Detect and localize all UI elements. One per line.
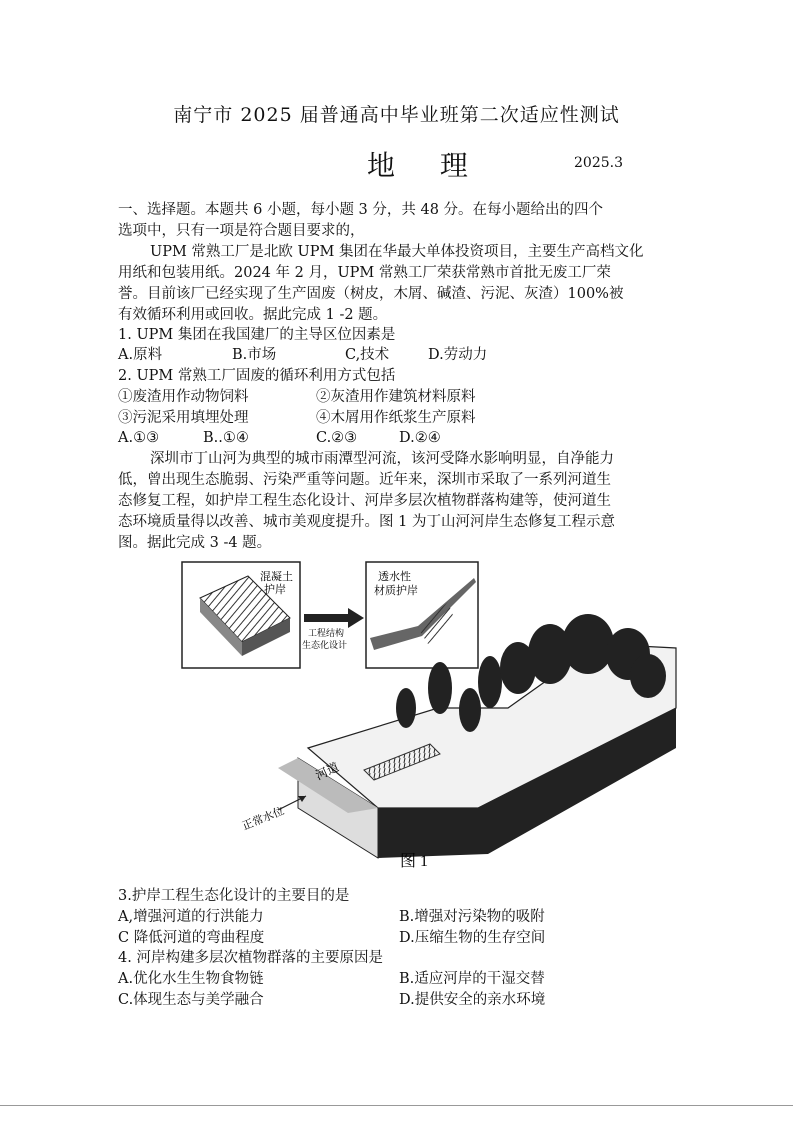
question2-statement-4: ④木屑用作纸浆生产原料 [316, 410, 476, 426]
question3-option-c: C 降低河道的弯曲程度 [118, 930, 265, 946]
question1-stem: 1. UPM 集团在我国建厂的主导区位因素是 [118, 327, 396, 343]
tree-icon [396, 688, 416, 728]
question4-option-a: A.优化水生生物食物链 [118, 971, 264, 987]
tree-icon [562, 614, 614, 674]
question3-stem: 3.护岸工程生态化设计的主要目的是 [118, 888, 350, 904]
label-normal-water-level: 正常水位 [240, 805, 286, 833]
label-permeable-2: 材质护岸 [374, 585, 418, 597]
passage2-line: 深圳市丁山河为典型的城市雨潭型河流，该河受降水影响明显，自净能力 [150, 451, 614, 467]
question2-statement-2: ②灰渣用作建筑材料原料 [316, 389, 476, 405]
passage2-line: 态修复工程，如护岸工程生态化设计、河岸多层次植物群落构建等，使河道生 [118, 493, 611, 509]
tree-icon [459, 688, 481, 732]
question3-option-d: D.压缩生物的生存空间 [399, 930, 546, 946]
riverbank-restoration-figure [178, 558, 678, 878]
subject-title: 地 理 [367, 149, 486, 182]
section-instruction-line2: 选项中，只有一项是符合题目要求的， [118, 223, 365, 239]
question1-option-c: C,技术 [345, 347, 390, 363]
passage2-line: 低，曾出现生态脆弱、污染严重等问题。近年来，深圳市采取了一系列河道生 [118, 472, 611, 488]
passage1-line: 用纸和包装用纸。2024 年 2 月，UPM 常熟工厂荣获常熟市首批无废工厂荣 [118, 265, 611, 281]
passage2-line: 图。据此完成 3 -4 题。 [118, 535, 272, 551]
label-permeable-1: 透水性 [378, 571, 411, 583]
question2-option-d: D.②④ [399, 430, 441, 446]
passage1-line: 有效循环利用或回收。据此完成 1 -2 题。 [118, 307, 388, 323]
question2-statement-1: ①废渣用作动物饲料 [118, 389, 249, 405]
tree-icon [630, 654, 666, 698]
label-channel: 河道 [313, 759, 342, 783]
exam-date: 2025.3 [574, 155, 623, 171]
exam-title: 南宁市 2025 届普通高中毕业班第二次适应性测试 [173, 104, 620, 126]
label-concrete-2: 护岸 [264, 584, 286, 596]
question2-option-b: B..①④ [203, 430, 249, 446]
question2-option-a: A.①③ [118, 430, 160, 446]
question1-option-d: D.劳动力 [428, 347, 488, 363]
question4-option-c: C.体现生态与美学融合 [118, 992, 264, 1008]
question3-option-b: B.增强对污染物的吸附 [399, 909, 545, 925]
question1-option-b: B.市场 [232, 347, 277, 363]
section-instruction-line1: 一、选择题。本题共 6 小题，每小题 3 分，共 48 分。在每小题给出的四个 [118, 202, 604, 218]
question2-statement-3: ③污泥采用填埋处理 [118, 410, 249, 426]
label-concrete-1: 混凝土 [260, 571, 293, 583]
question4-option-d: D.提供安全的亲水环境 [399, 992, 546, 1008]
figure-caption: 图 1 [400, 853, 429, 870]
label-design-1: 工程结构 [308, 628, 345, 638]
tree-icon [478, 656, 502, 708]
label-design-2: 生态化设计 [302, 640, 348, 650]
question3-option-a: A,增强河道的行洪能力 [118, 909, 264, 925]
question4-option-b: B.适应河岸的干湿交替 [399, 971, 545, 987]
passage1-line: UPM 常熟工厂是北欧 UPM 集团在华最大单体投资项目，主要生产高档文化 [150, 244, 644, 260]
page-bottom-rule [0, 1105, 793, 1106]
question2-stem: 2. UPM 常熟工厂固废的循环利用方式包括 [118, 368, 396, 384]
question1-option-a: A.原料 [118, 347, 163, 363]
question4-stem: 4. 河岸构建多层次植物群落的主要原因是 [118, 950, 383, 966]
tree-icon [428, 662, 452, 714]
question2-option-c: C.②③ [316, 430, 358, 446]
transform-arrow-icon [304, 608, 364, 628]
passage2-line: 态环境质量得以改善、城市美观度提升。图 1 为丁山河河岸生态修复工程示意 [118, 514, 615, 530]
passage1-line: 誉。目前该厂已经实现了生产固废（树皮，木屑、碱渣、污泥、灰渣）100%被 [118, 286, 624, 302]
